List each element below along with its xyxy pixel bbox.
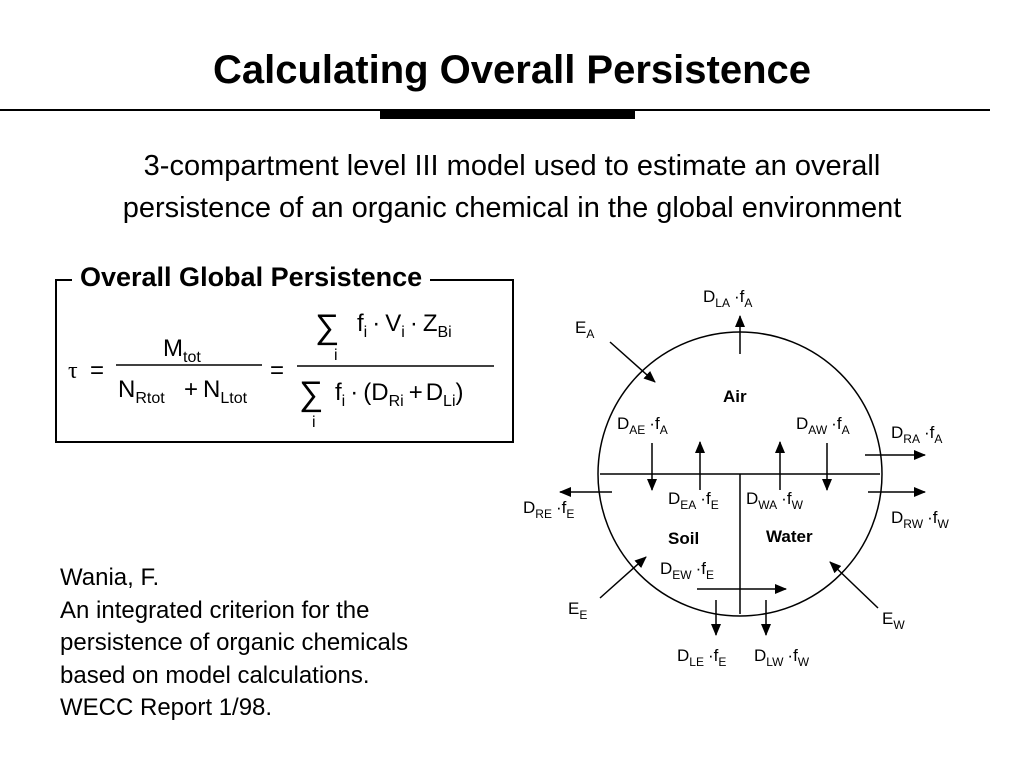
reference-citation xyxy=(60,562,408,725)
numerator-terms: $f_i \cdot V_i \cdot Z_{Bi}$ xyxy=(357,310,452,341)
label-flux-ew: $D_{EW} \cdot f_E$ xyxy=(660,559,715,582)
label-emission-air: $E_A$ xyxy=(575,318,595,341)
label-emission-soil: $E_E$ xyxy=(568,599,588,622)
sum-index-top: i xyxy=(334,347,338,364)
reference-author: Wania, F. xyxy=(60,564,160,591)
label-flux-le: $D_{LE} \cdot f_E$ xyxy=(677,646,727,669)
label-flux-ra: $D_{RA} \cdot f_A$ xyxy=(891,423,943,446)
label-flux-la: $D_{LA} \cdot f_A$ xyxy=(703,287,753,310)
equals-sign-1: = xyxy=(90,357,105,384)
label-flux-rw: $D_{RW} \cdot f_W$ xyxy=(891,508,949,531)
page-title: Calculating Overall Persistence xyxy=(212,48,812,92)
subtitle-line-2: persistence of an organic chemical in the global environment xyxy=(122,192,902,224)
n-ltot: $N_{Ltot}$ xyxy=(203,376,248,407)
sum-index-bottom: i xyxy=(312,414,316,431)
soil-label: Soil xyxy=(668,529,700,548)
n-rtot: $N_{Rtot}$ xyxy=(118,376,165,407)
sum-symbol-bottom: ∑ xyxy=(299,375,324,413)
reference-line-2: persistence of organic chemicals xyxy=(60,629,409,656)
reference-line-4: WECC Report 1/98. xyxy=(60,694,273,721)
arrow-emission-air xyxy=(610,342,655,382)
label-flux-aw: $D_{AW} \cdot f_A$ xyxy=(796,414,850,437)
label-flux-re: $D_{RE} \cdot f_E$ xyxy=(523,498,575,521)
arrow-emission-water xyxy=(830,562,878,608)
water-label: Water xyxy=(766,527,813,546)
label-flux-wa: $D_{WA} \cdot f_W$ xyxy=(746,489,803,512)
persistence-formula xyxy=(68,308,494,431)
plus-sign-1: + xyxy=(184,376,199,403)
reference-line-1: An integrated criterion for the xyxy=(60,596,370,624)
sum-symbol-top: ∑ xyxy=(315,308,340,346)
label-flux-ae: $D_{AE} \cdot f_A$ xyxy=(617,414,668,437)
reference-line-3: based on model calculations. xyxy=(60,661,370,689)
denominator-terms: $f_i \cdot (D_{Ri} + D_{Li})$ xyxy=(335,379,464,410)
equals-sign-2: = xyxy=(270,357,285,384)
subtitle-line-1: 3-compartment level III model used to estimate an overall xyxy=(143,150,881,182)
m-symbol: $M_{tot}$ xyxy=(163,335,201,366)
label-flux-lw: $D_{LW} \cdot f_W$ xyxy=(754,646,810,669)
formula-heading: Overall Global Persistence xyxy=(72,262,430,293)
compartment-diagram xyxy=(523,287,949,669)
tau-symbol: τ xyxy=(68,358,78,384)
arrow-emission-soil xyxy=(600,557,646,598)
label-flux-ea: $D_{EA} \cdot f_E$ xyxy=(668,489,719,512)
label-emission-water: $E_W$ xyxy=(882,609,905,632)
air-label: Air xyxy=(723,387,747,406)
